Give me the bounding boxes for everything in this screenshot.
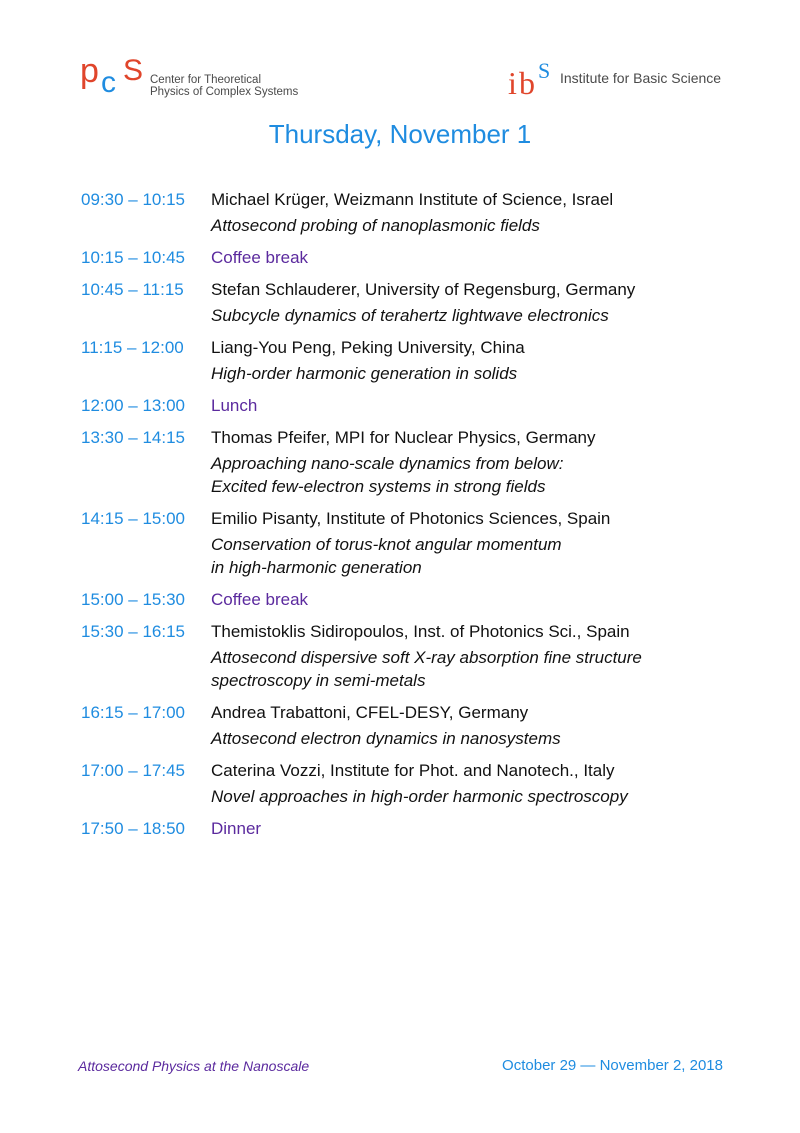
talk-title [211, 452, 761, 498]
entry-time: 10:45 – 11:15 [81, 280, 184, 299]
talk-title-line: Approaching nano-scale dynamics from below: [211, 454, 564, 473]
entry-time: 12:00 – 13:00 [81, 396, 185, 415]
entry-content [211, 507, 761, 579]
schedule-entry [81, 188, 761, 237]
entry-time: 13:30 – 14:15 [81, 428, 185, 447]
schedule-entry [81, 426, 761, 498]
schedule-break [81, 394, 761, 417]
talk-title [211, 646, 761, 692]
entry-time: 11:15 – 12:00 [81, 338, 184, 357]
schedule-break [81, 246, 761, 269]
svg-text:i: i [508, 65, 517, 101]
schedule-entry [81, 620, 761, 692]
svg-text:b: b [519, 65, 535, 101]
entry-content [211, 588, 761, 611]
footer-event-dates: October 29 — November 2, 2018 [502, 1057, 723, 1074]
entry-content [211, 426, 761, 498]
break-label: Coffee break [211, 590, 309, 609]
talk-title-line: spectroscopy in semi-metals [211, 671, 426, 690]
talk-title-line: Attosecond dispersive soft X-ray absorption fine structure [211, 648, 642, 667]
entry-time: 15:00 – 15:30 [81, 590, 185, 609]
break-label: Coffee break [211, 248, 309, 267]
entry-content [211, 620, 761, 692]
talk-title [211, 214, 761, 237]
entry-content [211, 759, 761, 808]
entry-content [211, 817, 761, 840]
speaker-affiliation: Themistoklis Sidiropoulos, Inst. of Photonics Sci., Spain [211, 622, 630, 641]
entry-content [211, 188, 761, 237]
entry-content [211, 278, 761, 327]
svg-text:c: c [101, 66, 116, 99]
svg-text:S: S [538, 58, 551, 83]
schedule-entry [81, 278, 761, 327]
schedule-entry [81, 759, 761, 808]
break-label: Dinner [211, 819, 262, 838]
talk-title-line: Subcycle dynamics of terahertz lightwave electronics [211, 306, 609, 325]
speaker-affiliation: Stefan Schlauderer, University of Regensburg, Germany [211, 280, 636, 299]
talk-title [211, 362, 761, 385]
break-label: Lunch [211, 396, 258, 415]
speaker-affiliation: Caterina Vozzi, Institute for Phot. and Nanotech., Italy [211, 761, 615, 780]
talk-title [211, 533, 761, 579]
speaker-affiliation: Michael Krüger, Weizmann Institute of Science, Israel [211, 190, 614, 209]
talk-title-line: Attosecond probing of nanoplasmonic fields [211, 216, 540, 235]
speaker-affiliation: Thomas Pfeifer, MPI for Nuclear Physics, Germany [211, 428, 596, 447]
schedule-break [81, 817, 761, 840]
pcs-logo [80, 52, 300, 102]
svg-text:p: p [80, 52, 99, 90]
pcs-logo-line1: Center for Theoretical [150, 74, 262, 86]
pcs-logo-line2: Physics of Complex Systems [150, 86, 299, 98]
schedule-entry [81, 507, 761, 579]
ibs-logo-text: Institute for Basic Science [560, 70, 722, 86]
talk-title [211, 727, 761, 750]
svg-text:S: S [123, 54, 144, 87]
speaker-affiliation: Emilio Pisanty, Institute of Photonics Sciences, Spain [211, 509, 611, 528]
schedule-list [81, 188, 761, 849]
pcs-logo-text [150, 74, 298, 98]
entry-content [211, 701, 761, 750]
entry-time: 17:00 – 17:45 [81, 761, 185, 780]
talk-title-line: Novel approaches in high-order harmonic spectroscopy [211, 787, 628, 806]
entry-content [211, 336, 761, 385]
entry-time: 10:15 – 10:45 [81, 248, 185, 267]
entry-time: 15:30 – 16:15 [81, 622, 185, 641]
pcs-logo-mark [80, 52, 150, 102]
talk-title [211, 785, 761, 808]
speaker-affiliation: Andrea Trabattoni, CFEL-DESY, Germany [211, 703, 529, 722]
schedule-entry [81, 701, 761, 750]
schedule-entry [81, 336, 761, 385]
page-title: Thursday, November 1 [268, 119, 532, 149]
entry-time: 16:15 – 17:00 [81, 703, 185, 722]
talk-title-line: Attosecond electron dynamics in nanosystems [211, 729, 561, 748]
talk-title [211, 304, 761, 327]
entry-content [211, 246, 761, 269]
talk-title-line: Excited few-electron systems in strong fields [211, 477, 546, 496]
schedule-break [81, 588, 761, 611]
footer-event-name: Attosecond Physics at the Nanoscale [78, 1058, 310, 1074]
ibs-logo-mark [508, 56, 560, 102]
speaker-affiliation: Liang-You Peng, Peking University, China [211, 338, 525, 357]
talk-title-line: Conservation of torus-knot angular momentum [211, 535, 562, 554]
entry-time: 17:50 – 18:50 [81, 819, 185, 838]
entry-time: 09:30 – 10:15 [81, 190, 185, 209]
entry-time: 14:15 – 15:00 [81, 509, 185, 528]
entry-content [211, 394, 761, 417]
talk-title-line: High-order harmonic generation in solids [211, 364, 518, 383]
ibs-logo [508, 56, 738, 102]
talk-title-line: in high-harmonic generation [211, 558, 422, 577]
